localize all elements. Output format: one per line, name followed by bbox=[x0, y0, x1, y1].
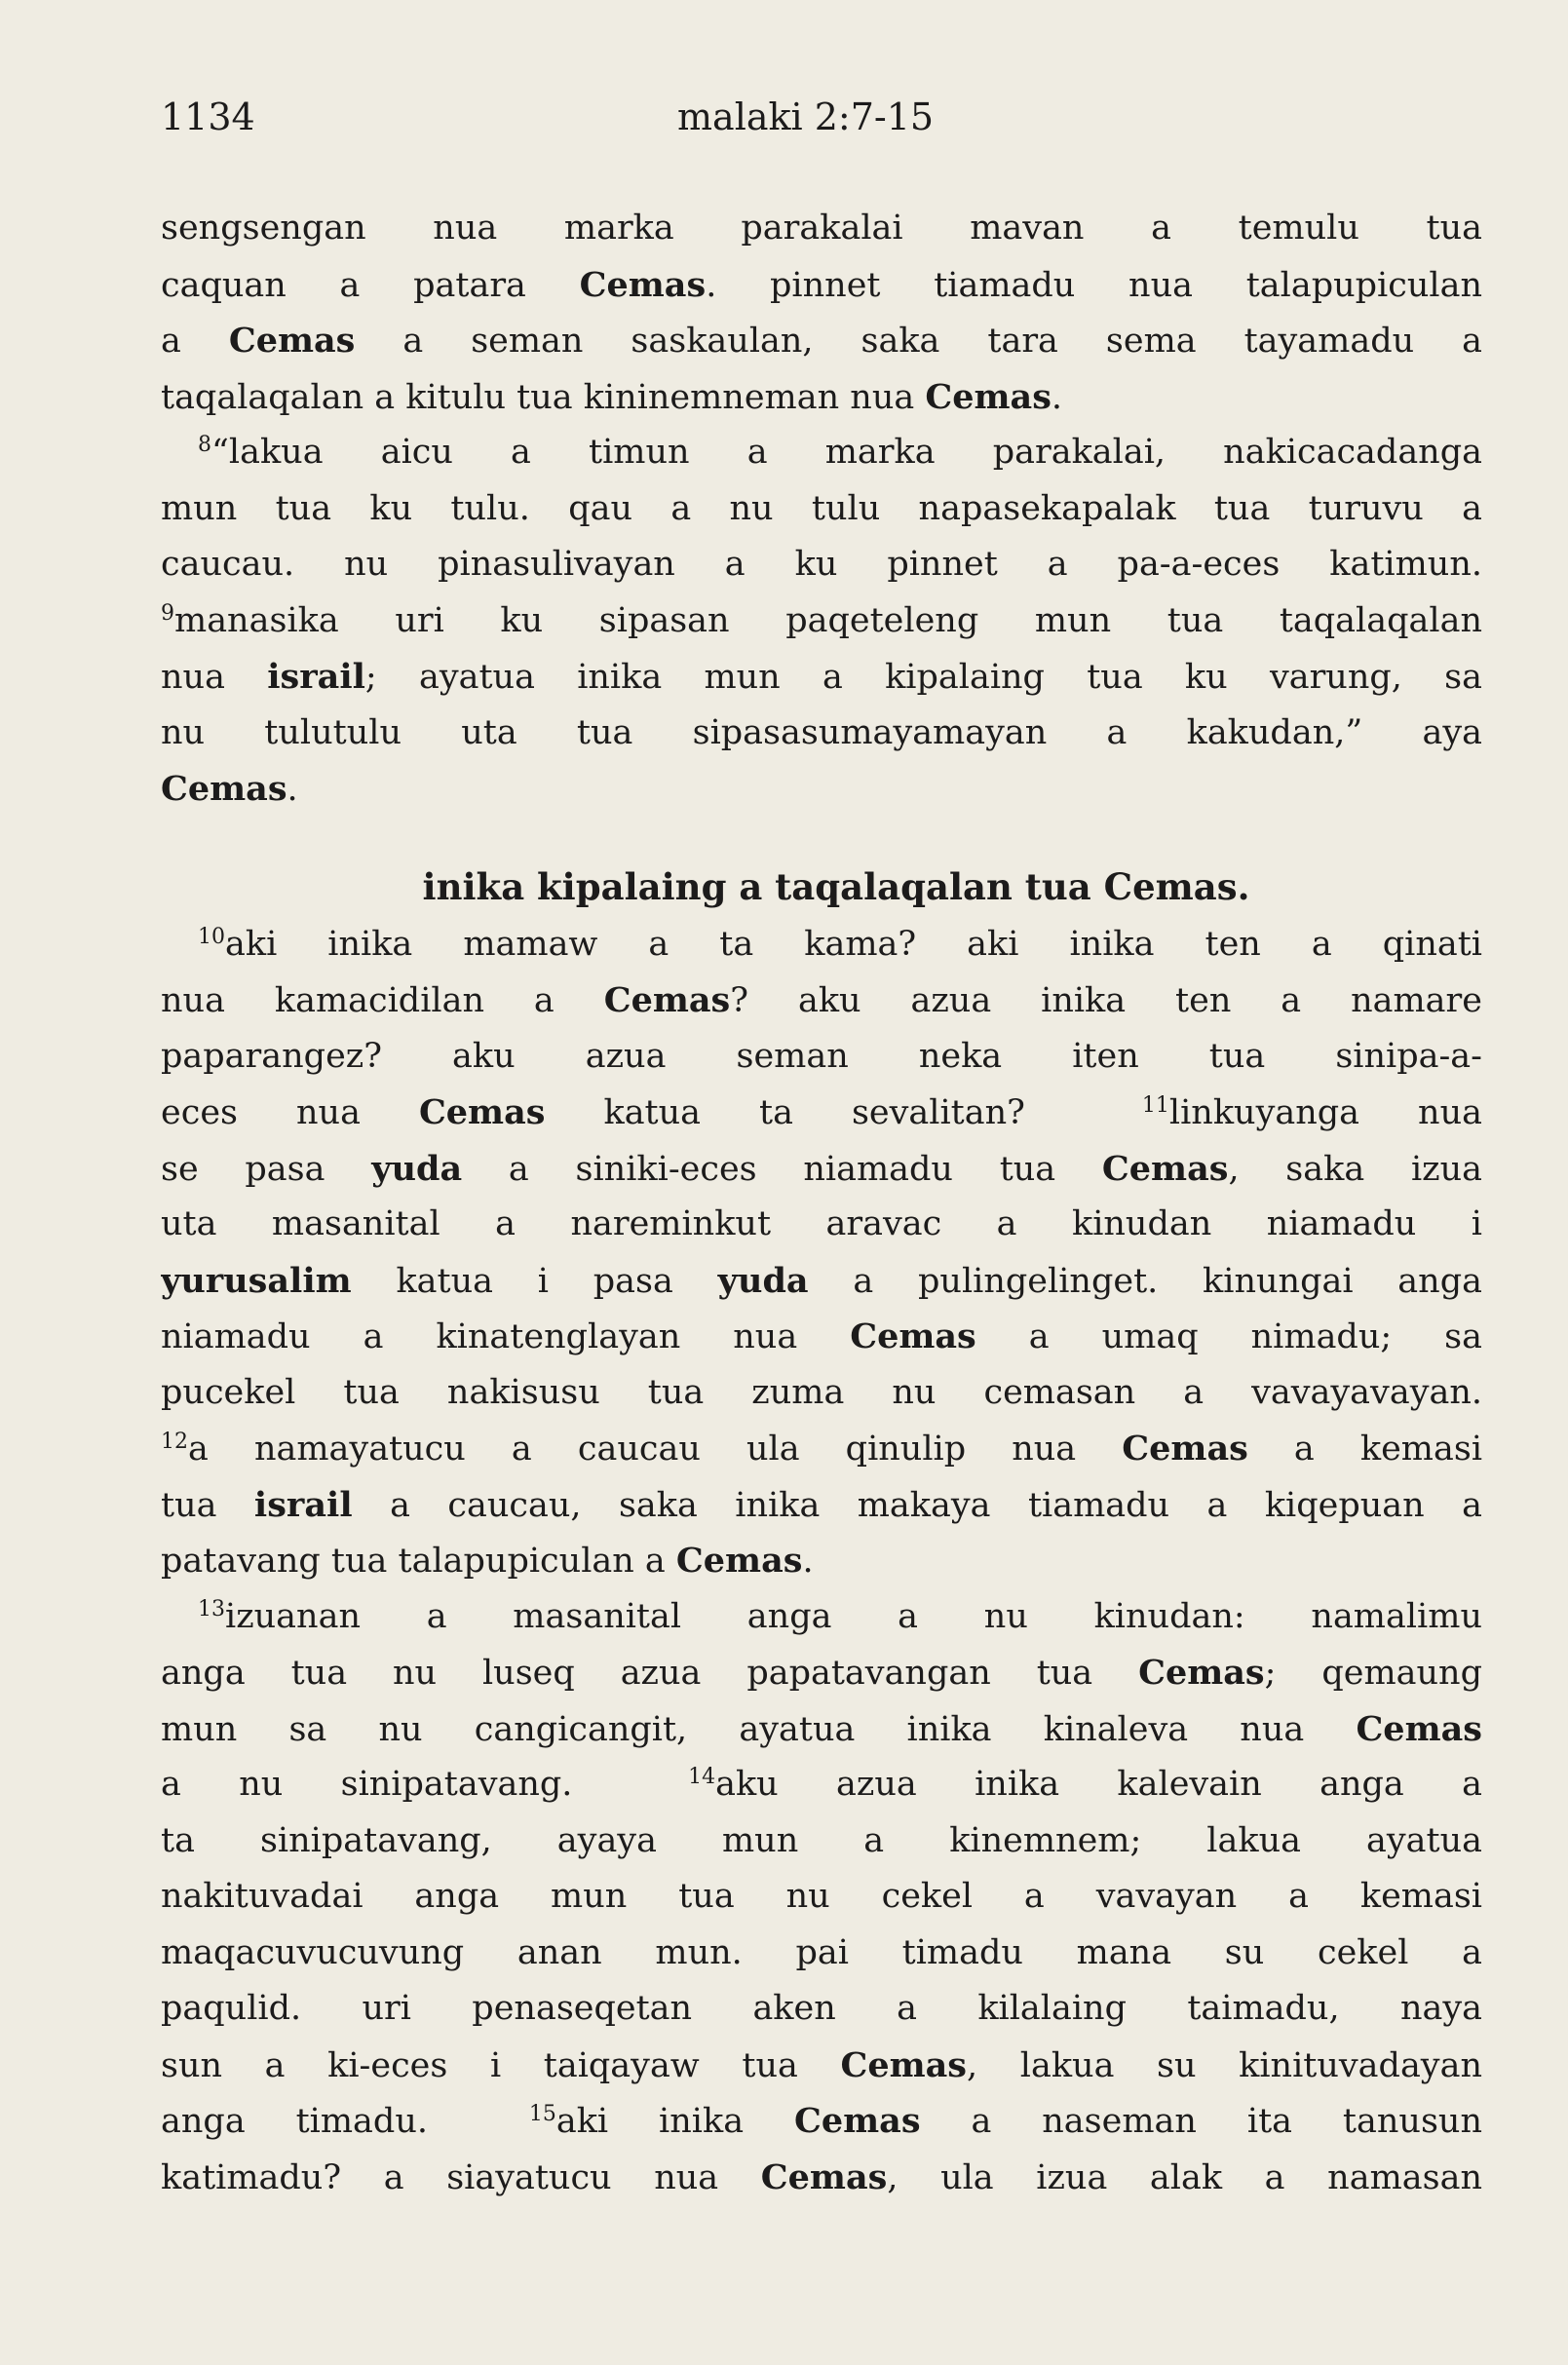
verse-line bbox=[161, 2093, 1482, 2150]
text-line: mun tua ku tulu. qau a nu tulu napasekapalak tua turuvu a bbox=[161, 488, 1482, 528]
verse-line bbox=[161, 1589, 1482, 1646]
text-line: mun sa nu cangicangit, ayatua inika kinaleva nua Cemas bbox=[161, 1708, 1482, 1749]
verse-line bbox=[161, 917, 1482, 973]
text-line: Cemas. bbox=[161, 769, 298, 809]
text-line: paparangez? aku azua seman neka iten tua sinipa-a- bbox=[161, 1036, 1482, 1076]
text-line: nua kamacidilan a Cemas? aku azua inika ten a namare bbox=[161, 980, 1482, 1020]
verse-text: izuanan a masanital anga a nu kinudan: namalimu bbox=[225, 1596, 1482, 1636]
text-line: a Cemas a seman saskaulan, saka tara sema tayamadu a bbox=[161, 321, 1482, 361]
verse-text: aki inika Cemas a naseman ita tanusun bbox=[555, 2101, 1482, 2141]
verse-line bbox=[161, 425, 1482, 481]
verse-number: 8 bbox=[198, 433, 211, 457]
text-line: sun a ki-eces i taiqayaw tua Cemas, lakua su kinituvadayan bbox=[161, 2044, 1482, 2085]
page-number: 1134 bbox=[161, 95, 255, 138]
text-line: maqacuvucuvung anan mun. pai timadu mana su cekel a bbox=[161, 1932, 1482, 1972]
verse-text: a namayatucu a caucau ula qinulip nua Cemas a kemasi bbox=[188, 1429, 1482, 1469]
verse-number: 15 bbox=[528, 2102, 556, 2126]
verse-line bbox=[161, 593, 1482, 650]
text-line: niamadu a kinatenglayan nua Cemas a umaq nimadu; sa bbox=[161, 1316, 1482, 1356]
verse-line bbox=[161, 1757, 1482, 1813]
verse-text: eces nua Cemas katua ta sevalitan? bbox=[161, 1092, 1025, 1132]
verse-number: 9 bbox=[161, 600, 174, 626]
text-line: se pasa yuda a siniki-eces niamadu tua Cemas, saka izua bbox=[161, 1148, 1482, 1189]
verse-line bbox=[161, 1085, 1482, 1141]
text-line: nu tulutulu uta tua sipasasumayamayan a kakudan,” aya bbox=[161, 712, 1482, 752]
text-line: nakituvadai anga mun tua nu cekel a vavayan a kemasi bbox=[161, 1877, 1482, 1916]
text-line: patavang tua talapupiculan a Cemas. bbox=[161, 1541, 814, 1581]
verse-text: “lakua aicu a timun a marka parakalai, nakicacadanga bbox=[211, 433, 1482, 472]
text-line: uta masanital a nareminkut aravac a kinudan niamadu i bbox=[161, 1204, 1482, 1243]
text-line: katimadu? a siayatucu nua Cemas, ula izua alak a namasan bbox=[161, 2156, 1482, 2197]
text-line: yurusalim katua i pasa yuda a pulingelinget. kinungai anga bbox=[161, 1260, 1482, 1301]
verse-text: aki inika mamaw a ta kama? aki inika ten a qinati bbox=[225, 924, 1482, 964]
text-line: pucekel tua nakisusu tua zuma nu cemasan a vavayavayan. bbox=[161, 1372, 1482, 1412]
text-line: tua israil a caucau, saka inika makaya tiamadu a kiqepuan a bbox=[161, 1484, 1482, 1525]
page-header bbox=[161, 95, 1482, 154]
section-heading: inika kipalaing a taqalaqalan tua Cemas. bbox=[422, 864, 1250, 908]
text-line: caquan a patara Cemas. pinnet tiamadu nua talapupiculan bbox=[161, 264, 1482, 305]
verse-number: 12 bbox=[161, 1430, 188, 1454]
text-line: paqulid. uri penaseqetan aken a kilalaing taimadu, naya bbox=[161, 1989, 1482, 2028]
running-title: malaki 2:7-15 bbox=[677, 95, 935, 138]
text-line: ta sinipatavang, ayaya mun a kinemnem; lakua ayatua bbox=[161, 1820, 1482, 1860]
verse-text: a nu sinipatavang. bbox=[161, 1765, 573, 1804]
verse-number: 10 bbox=[198, 924, 225, 949]
verse-text: aku azua inika kalevain anga a bbox=[715, 1765, 1482, 1804]
text-line: anga tua nu luseq azua papatavangan tua Cemas; qemaung bbox=[161, 1653, 1482, 1693]
scripture-text bbox=[161, 201, 1482, 2205]
verse-number: 14 bbox=[688, 1765, 716, 1789]
verse-number: 13 bbox=[198, 1596, 225, 1621]
text-line: caucau. nu pinasulivayan a ku pinnet a pa-a-eces katimun. bbox=[161, 545, 1482, 584]
verse-number: 11 bbox=[1141, 1093, 1169, 1118]
text-line: taqalaqalan a kitulu tua kininemneman nua Cemas. bbox=[161, 376, 1063, 417]
text-line: sengsengan nua marka parakalai mavan a temulu tua bbox=[161, 209, 1482, 248]
verse-line bbox=[161, 1421, 1482, 1477]
text-line: nua israil; ayatua inika mun a kipalaing tua ku varung, sa bbox=[161, 657, 1482, 697]
verse-text: linkuyanga nua bbox=[1168, 1093, 1482, 1132]
verse-text: anga timadu. bbox=[161, 2102, 428, 2141]
verse-text: manasika uri ku sipasan paqeteleng mun tua taqalaqalan bbox=[174, 600, 1482, 640]
